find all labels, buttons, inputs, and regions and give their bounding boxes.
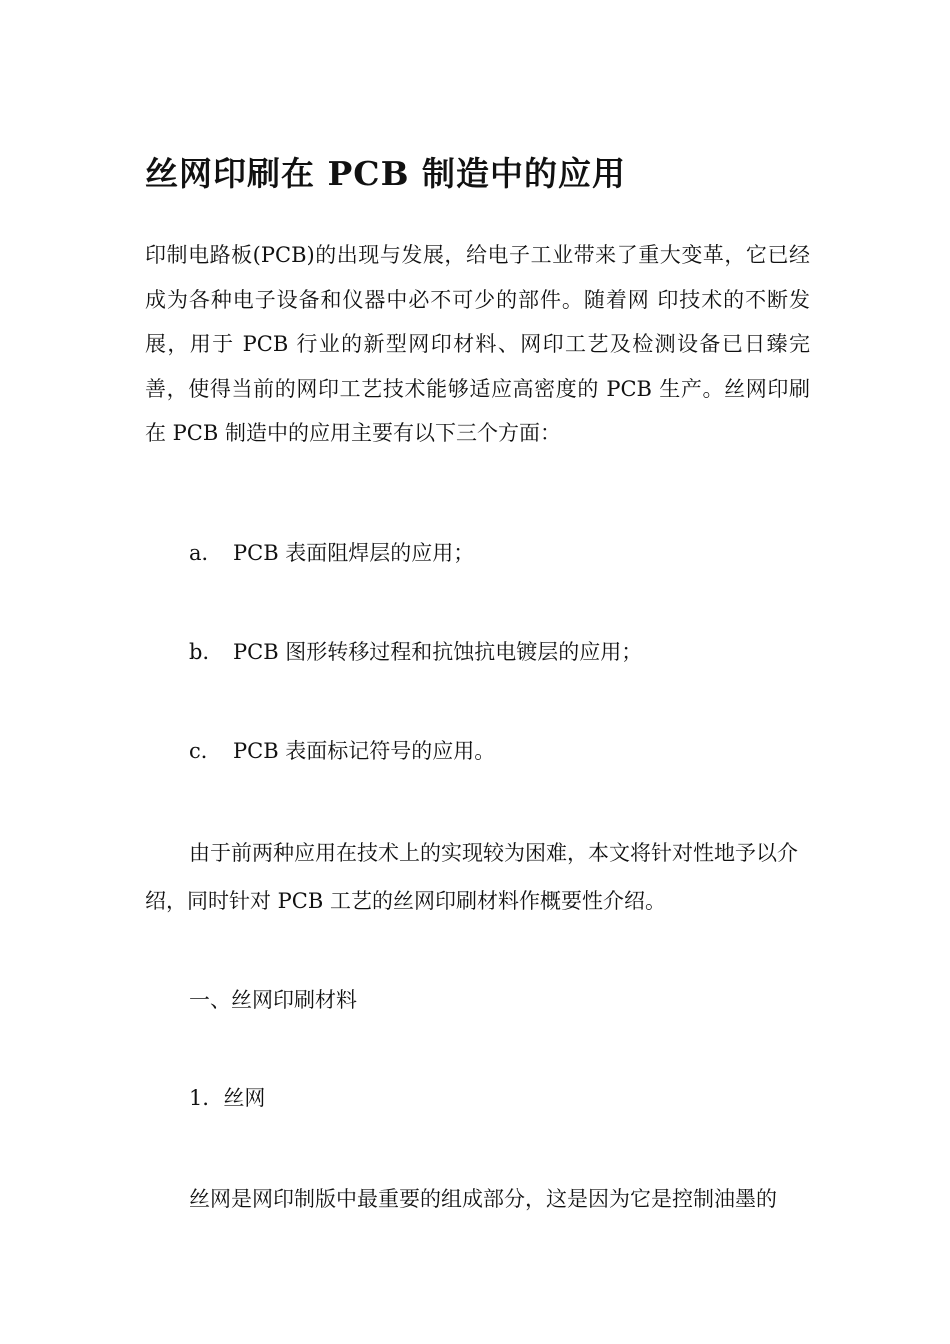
section-heading: 一、丝网印刷材料 [189, 988, 357, 1012]
list-item-a [189, 538, 809, 568]
list-text: PCB 图形转移过程和抗蚀抗电镀层的应用； [233, 640, 643, 664]
list-item-b [189, 637, 809, 667]
document-title: 丝网印刷在 PCB 制造中的应用 [145, 154, 626, 193]
body-paragraph-continued: 丝网是网印制版中最重要的组成部分，这是因为它是控制油墨的 [189, 1187, 777, 1211]
list-marker: a． [189, 541, 223, 565]
list-text: PCB 表面阻焊层的应用； [233, 541, 475, 565]
body-paragraph: 由于前两种应用在技术上的实现较为困难，本文将针对性地予以介绍，同时针对 PCB 工艺的丝网印刷材料作概要性介绍。 [145, 841, 798, 913]
list-marker: b． [189, 640, 224, 664]
list-text: PCB 表面标记符号的应用。 [233, 739, 496, 763]
intro-paragraph: 印制电路板(PCB)的出现与发展，给电子工业带来了重大变革，它已经成为各种电子设备和仪器中必不可少的部件。随着网 印技术的不断发展，用于 PCB 行业的新型网印材料、网印工艺及检测设备已日臻完善，使得当前的网印工艺技术能够适应高密度的 PCB 生产。丝网印刷在 PCB 制造中的应用主要有以下三个方面： [145, 243, 810, 445]
list-marker: c． [189, 739, 222, 763]
subsection-heading: 1．丝网 [189, 1086, 266, 1110]
list-item-c [189, 736, 809, 766]
